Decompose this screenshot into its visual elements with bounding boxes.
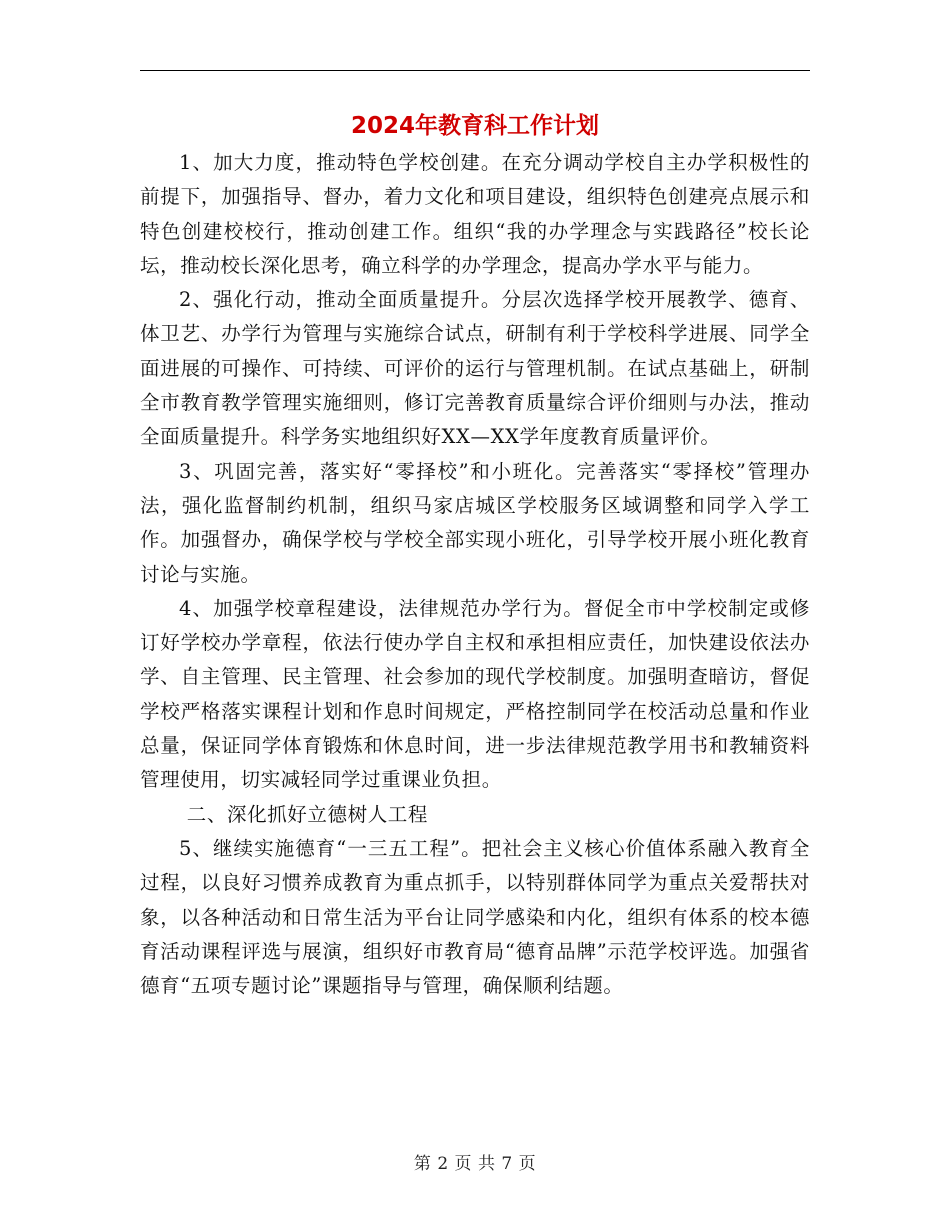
document-body — [140, 146, 810, 1003]
paragraph-5: 5、继续实施德育“一三五工程”。把社会主义核心价值体系融入教育全过程，以良好习惯养成教育为重点抓手，以特别群体同学为重点关爱帮扶对象，以各种活动和日常生活为平台让同学感染和内化，组织有体系的校本德育活动课程评选与展演，组织好市教育局“德育品牌”示范学校评选。加强省德育“五项专题讨论”课题指导与管理，确保顺利结题。 — [140, 836, 810, 998]
header-rule — [140, 70, 810, 71]
paragraph-1: 1、加大力度，推动特色学校创建。在充分调动学校自主办学积极性的前提下，加强指导、督办，着力文化和项目建设，组织特色创建亮点展示和特色创建校校行，推动创建工作。组织“我的办学理念与实践路径”校长论坛，推动校长深化思考，确立科学的办学理念，提高办学水平与能力。 — [140, 151, 810, 277]
section-heading: 二、深化抓好立德树人工程 — [186, 802, 428, 826]
page-number-footer: 第 2 页 共 7 页 — [413, 1154, 537, 1174]
paragraph-3: 3、巩固完善，落实好“零择校”和小班化。完善落实“零择校”管理办法，强化监督制约机制，组织马家店城区学校服务区域调整和同学入学工作。加强督办，确保学校与学校全部实现小班化，引导学校开展小班化教育讨论与实施。 — [140, 459, 810, 586]
paragraph-4: 4、加强学校章程建设，法律规范办学行为。督促全市中学校制定或修订好学校办学章程，依法行使办学自主权和承担相应责任，加快建设依法办学、自主管理、民主管理、社会参加的现代学校制度。加强明查暗访，督促学校严格落实课程计划和作息时间规定，严格控制同学在校活动总量和作业总量，保证同学体育锻炼和休息时间，进一步法律规范教学用书和教辅资料管理使用，切实减轻同学过重课业负担。 — [140, 596, 810, 792]
paragraph-2: 2、强化行动，推动全面质量提升。分层次选择学校开展教学、德育、体卫艺、办学行为管理与实施综合试点，研制有利于学校科学进展、同学全面进展的可操作、可持续、可评价的运行与管理机制。在试点基础上，研制全市教育教学管理实施细则，修订完善教育质量综合评价细则与办法，推动全面质量提升。科学务实地组织好XX—XX学年度教育质量评价。 — [140, 288, 810, 449]
document-title: 2024年教育科工作计划 — [350, 113, 599, 139]
